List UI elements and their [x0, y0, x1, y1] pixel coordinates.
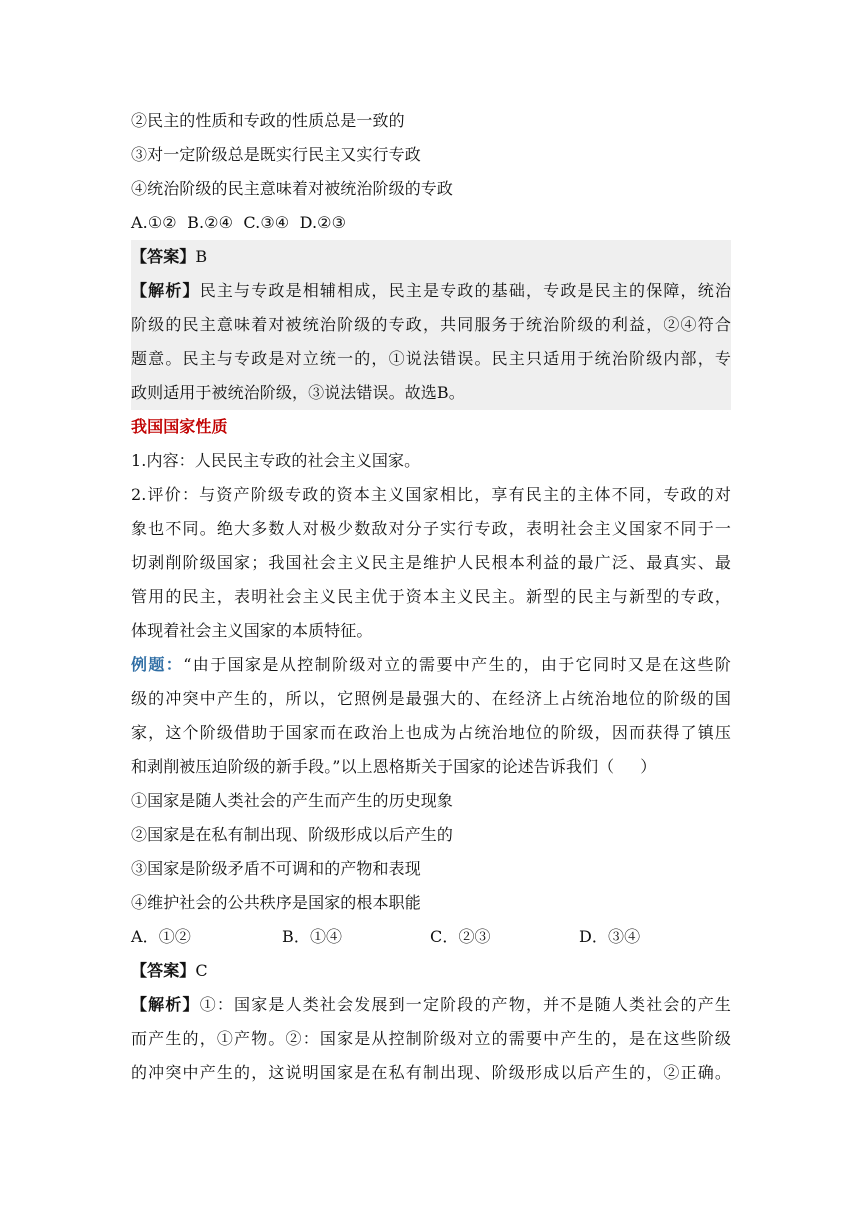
option-c: C．②③ [430, 927, 491, 946]
statement-2: ②民主的性质和专政的性质总是一致的 [131, 111, 405, 130]
example-answer-value: C [195, 961, 208, 980]
answer-options: A.①② B.②④ C.③④ D.②③ [131, 213, 347, 232]
analysis-line-3: 题意。民主与专政是对立统一的，①说法错误。民主只适用于统治阶级内部，专 [131, 349, 731, 368]
section-item-2-line-5: 体现着社会主义国家的本质特征。 [131, 621, 373, 640]
section-item-2-line-3: 切剥削阶级国家；我国社会主义民主是维护人民根本利益的最广泛、最真实、最 [131, 553, 731, 572]
example-statement-1: ①国家是随人类社会的产生而产生的历史现象 [131, 791, 454, 810]
answer-value: B [195, 247, 208, 266]
example-answer-label: 【答案】 [131, 961, 196, 980]
section-item-2-line-2: 象也不同。绝大多数人对极少数敌对分子实行专政，表明社会主义国家不同于一 [131, 519, 731, 538]
statement-4: ④统治阶级的民主意味着对被统治阶级的专政 [131, 179, 454, 198]
example-analysis-line-2: 而产生的，①产物。②：国家是从控制阶级对立的需要中产生的，是在这些阶级 [131, 1029, 731, 1048]
example-analysis-line-3: 的冲突中产生的，这说明国家是在私有制出现、阶级形成以后产生的，②正确。 [131, 1063, 731, 1082]
example-analysis-text-1: ①：国家是人类社会发展到一定阶段的产物，并不是随人类社会的产生 [199, 995, 731, 1014]
example-options [131, 920, 731, 954]
example-answer-line [131, 954, 731, 988]
answer-line [131, 240, 731, 274]
answer-block [131, 240, 731, 410]
example-text-1: “由于国家是从控制阶级对立的需要中产生的，由于它同时又是在这些阶 [183, 655, 731, 674]
section-item-2-line-1: 2.评价：与资产阶级专政的资本主义国家相比，享有民主的主体不同，专政的对 [131, 485, 731, 504]
section-item-1: 1.内容：人民民主专政的社会主义国家。 [131, 451, 421, 470]
analysis-line-4: 政则适用于被统治阶级，③说法错误。故选B。 [131, 383, 465, 402]
example-analysis-label: 【解析】 [131, 995, 200, 1014]
document-content [131, 104, 731, 1090]
option-d: D．③④ [579, 927, 641, 946]
example-analysis-line-1 [131, 988, 731, 1022]
example-statement-3: ③国家是阶级矛盾不可调和的产物和表现 [131, 859, 421, 878]
example-line-2: 级的冲突中产生的，所以，它照例是最强大的、在经济上占统治地位的阶级的国 [131, 689, 731, 708]
section-item-2-line-4: 管用的民主，表明社会主义民主优于资本主义民主。新型的民主与新型的专政， [131, 587, 731, 606]
example-line-1 [131, 648, 731, 682]
analysis-label: 【解析】 [131, 281, 200, 300]
analysis-text-1: 民主与专政是相辅相成，民主是专政的基础，专政是民主的保障，统治 [199, 281, 731, 300]
analysis-line-1 [131, 274, 731, 308]
option-b: B．①④ [282, 927, 343, 946]
example-statement-2: ②国家是在私有制出现、阶级形成以后产生的 [131, 825, 454, 844]
example-statement-4: ④维护社会的公共秩序是国家的根本职能 [131, 893, 421, 912]
example-line-4: 和剥削被压迫阶级的新手段。”以上恩格斯关于国家的论述告诉我们（ ） [131, 757, 657, 776]
answer-label: 【答案】 [131, 247, 196, 266]
analysis-line-2: 阶级的民主意味着对被统治阶级的专政，共同服务于统治阶级的利益，②④符合 [131, 315, 731, 334]
section-heading: 我国国家性质 [131, 417, 228, 436]
statement-3: ③对一定阶级总是既实行民主又实行专政 [131, 145, 421, 164]
option-a: A．①② [131, 927, 191, 946]
example-label: 例题： [131, 655, 184, 674]
example-line-3: 家，这个阶级借助于国家而在政治上也成为占统治地位的阶级，因而获得了镇压 [131, 723, 731, 742]
